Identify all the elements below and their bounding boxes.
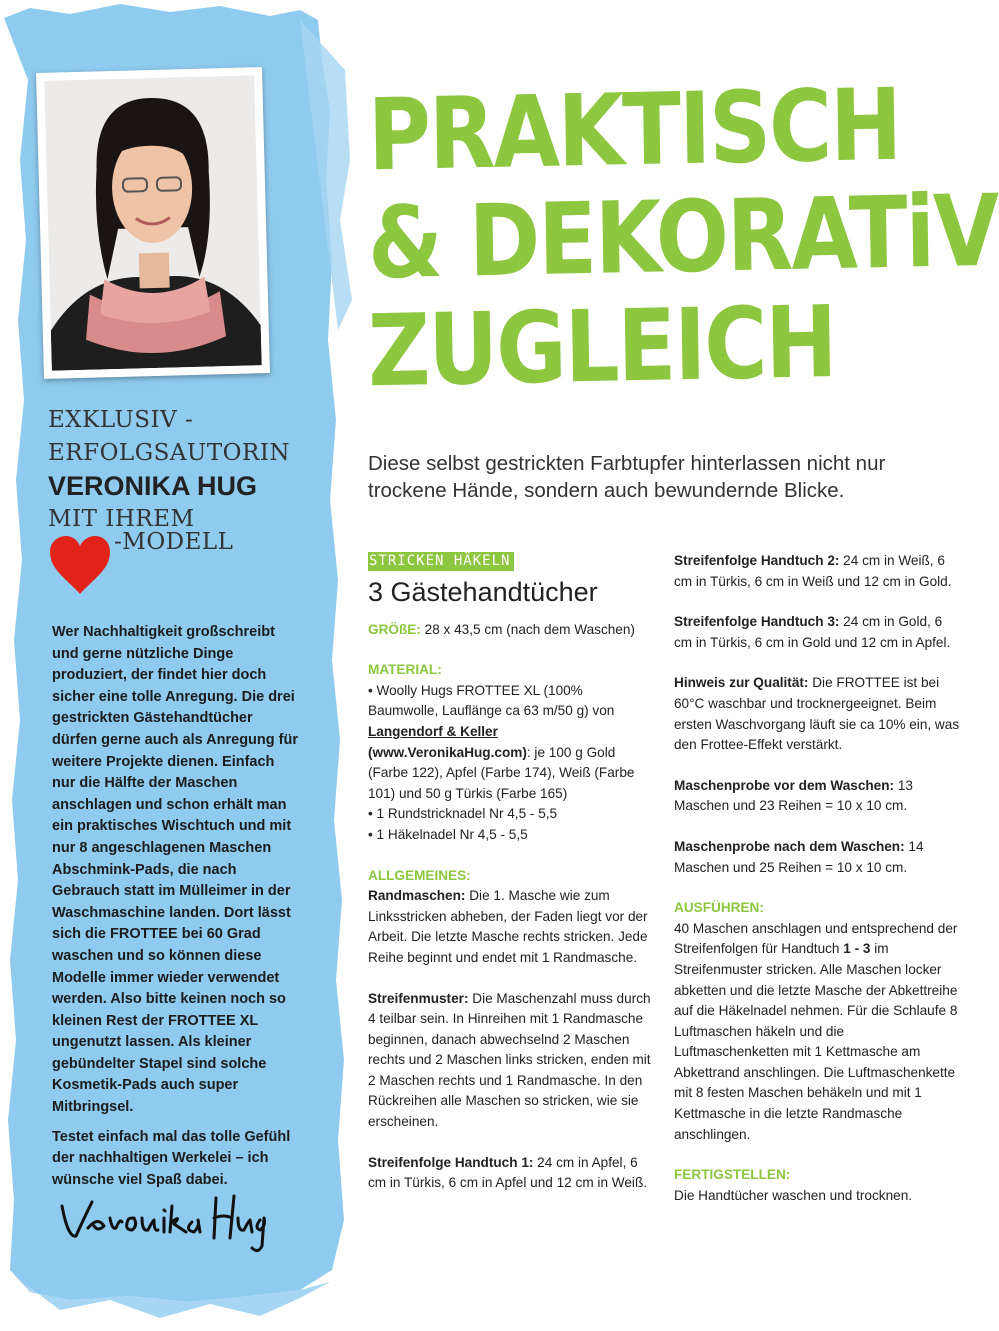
execute-section <box>674 898 962 1145</box>
quality-section <box>674 673 962 755</box>
seq3-text: 24 cm in Gold, 6 cm in Türkis, 6 cm in Gold und 12 cm in Apfel. <box>674 614 951 650</box>
pattern-title: 3 Gästehandtücher <box>368 576 598 607</box>
gauge-after-label: Maschenprobe nach dem Waschen: <box>674 838 905 854</box>
heart-model-line <box>48 529 348 576</box>
size-section <box>368 620 656 641</box>
finish-text: Die Handtücher waschen und trocknen. <box>674 1187 913 1203</box>
heading-modell: -MODELL <box>114 529 234 555</box>
intro-text: Diese selbst gestrickten Farbtupfer hinterlassen nicht nur trockene Hände, sondern auch bewundernde Blicke. <box>368 452 886 502</box>
stripe-text: Die Maschenzahl muss durch 4 teilbar sein. In Hinreihen mit 1 Randmasche beginnen, danach abwechselnd 2 Maschen rechts und 2 Maschen links stricken, enden mit 2 Maschen rechts und 1 Randmasche. In den Rückreihen alle Maschen so stricken, wie sie erscheinen. <box>368 990 651 1130</box>
edge-label: Randmaschen: <box>368 888 466 904</box>
sequence-3-section <box>674 612 962 653</box>
author-name: VERONIKA HUG <box>48 471 258 501</box>
size-label: GRÖßE: <box>368 621 421 637</box>
headline-line-2: & DEKORATiV <box>367 173 999 302</box>
finish-label: FERTIGSTELLEN: <box>674 1167 791 1183</box>
material-brand-link[interactable]: Langendorf & Keller <box>368 723 498 739</box>
material-label: MATERIAL: <box>368 662 442 678</box>
gauge-before-section <box>674 776 962 817</box>
seq3-label: Streifenfolge Handtuch 3: <box>674 614 840 630</box>
heart-icon <box>48 534 112 596</box>
material-section <box>368 660 656 845</box>
heading-erfolgsautorin: ERFOLGSAUTORIN <box>48 440 291 466</box>
headline-line-1: PRAKTISCH <box>367 67 901 194</box>
author-portrait-image <box>44 75 262 370</box>
seq1-label: Streifenfolge Handtuch 1: <box>368 1154 534 1170</box>
heading-exklusiv: EXKLUSIV - <box>48 407 194 433</box>
sidebar-paragraph: Wer Nachhaltigkeit großschreibt und gerne nützliche Dinge produziert, der findet hier doch sicher eine tolle Anregung. Die drei gestrickten Gästehandtücher dürfen gerne auch als Anregung für weitere Projekte dienen. Einfach nur die Hälfte der Maschen anschlagen und schon erhält man ein praktisches Wischtuch und mit nur 8 angeschlagenen Maschen Abschmink-Pads, die nach Gebrauch statt im Mülleimer in der Waschmaschine landen. Dort lässt sich die FROTTEE bei 60 Grad waschen und so können diese Modelle immer wieder verwendet werden. Also bitte keinen noch so kleinen Rest der FROTTEE XL ungenutzt lassen. Als kleiner gebündelter Stapel sind solche Kosmetik-Pads auch super Mitbringsel. <box>52 624 298 1116</box>
pattern-column-right <box>674 551 962 1226</box>
headline-line-3: ZUGLEICH <box>367 285 837 410</box>
edge-text: Die 1. Masche wie zum Linksstricken abheben, der Faden liegt vor der Arbeit. Die letzte Masche rechts stricken. Jede Reihe beginnt und endet mit 1 Randmasche. <box>368 888 648 965</box>
seq1-text: 24 cm in Apfel, 6 cm in Türkis, 6 cm in Apfel und 12 cm in Weiß. <box>368 1154 648 1191</box>
gauge-before-label: Maschenprobe vor dem Waschen: <box>674 777 895 793</box>
general-label: ALLGEMEINES: <box>368 867 471 883</box>
headline <box>367 67 999 410</box>
seq2-text: 24 cm in Weiß, 6 cm in Türkis, 6 cm in Weiß und 12 cm in Gold. <box>674 553 952 589</box>
heading-mit-ihrem: MIT IHREM <box>48 506 195 532</box>
author-signature <box>58 1188 268 1258</box>
quality-label: Hinweis zur Qualität: <box>674 675 809 691</box>
gauge-before-text: 13 Maschen und 23 Reihen = 10 x 10 cm. <box>674 777 913 814</box>
gauge-after-text: 14 Maschen und 25 Reihen = 10 x 10 cm. <box>674 838 924 875</box>
material-website: (www.VeronikaHug.com) <box>368 744 527 760</box>
technique-tag: STRICKEN HÄKELN <box>368 552 514 571</box>
execute-text-2: im Streifenmuster stricken. Alle Maschen locker abketten und die letzte Masche der Abkettreihe auf die Häkelnadel nehmen. Für die Schlaufe 8 Luftmaschen häkeln und die Luftmaschenketten mit 1 Kettmasche am Abkettrand anschlingen. Die Luftmaschenkette mit 8 festen Maschen behäkeln und mit 1 Kettmasche in die letzte Randmasche anschlingen. <box>674 941 958 1142</box>
material-colors: : je 100 g Gold (Farbe 122), Apfel (Farbe 174), Weiß (Farbe 101) und 50 g Türkis (Farbe 165) <box>368 744 635 801</box>
execute-range: 1 - 3 <box>843 941 871 957</box>
execute-label: AUSFÜHREN: <box>674 900 764 916</box>
stripe-label: Streifenmuster: <box>368 990 469 1006</box>
seq2-label: Streifenfolge Handtuch 2: <box>674 553 840 568</box>
sequence-1-section <box>368 1153 656 1194</box>
gauge-after-section <box>674 837 962 878</box>
finish-section <box>674 1165 962 1206</box>
author-photo <box>36 67 270 379</box>
material-needle-2: • 1 Häkelnadel Nr 4,5 - 5,5 <box>368 826 528 842</box>
sidebar-heading <box>48 404 348 576</box>
sequence-2-section <box>674 551 962 592</box>
general-section <box>368 866 656 969</box>
execute-text-1: 40 Maschen anschlagen und entsprechend der Streifenfolgen für Handtuch <box>674 920 958 957</box>
stripe-pattern-section <box>368 989 656 1133</box>
sidebar-closing: Testet einfach mal das tolle Gefühl der nachhaltigen Werkelei – ich wünsche viel Spaß dabei. <box>52 1128 291 1188</box>
size-value: 28 x 43,5 cm (nach dem Waschen) <box>420 621 635 637</box>
pattern-column-left <box>368 551 656 1214</box>
quality-text: Die FROTTEE ist bei 60°C waschbar und trocknergeeignet. Beim ersten Waschvorgang läuft sie ca 10% ein, was den Frottee-Effekt verstärkt. <box>674 675 960 753</box>
sidebar-text <box>52 622 300 1199</box>
material-needle-1: • 1 Rundstricknadel Nr 4,5 - 5,5 <box>368 806 558 822</box>
material-yarn: • Woolly Hugs FROTTEE XL (100% Baumwolle, Lauflänge ca 63 m/50 g) von <box>368 682 615 719</box>
